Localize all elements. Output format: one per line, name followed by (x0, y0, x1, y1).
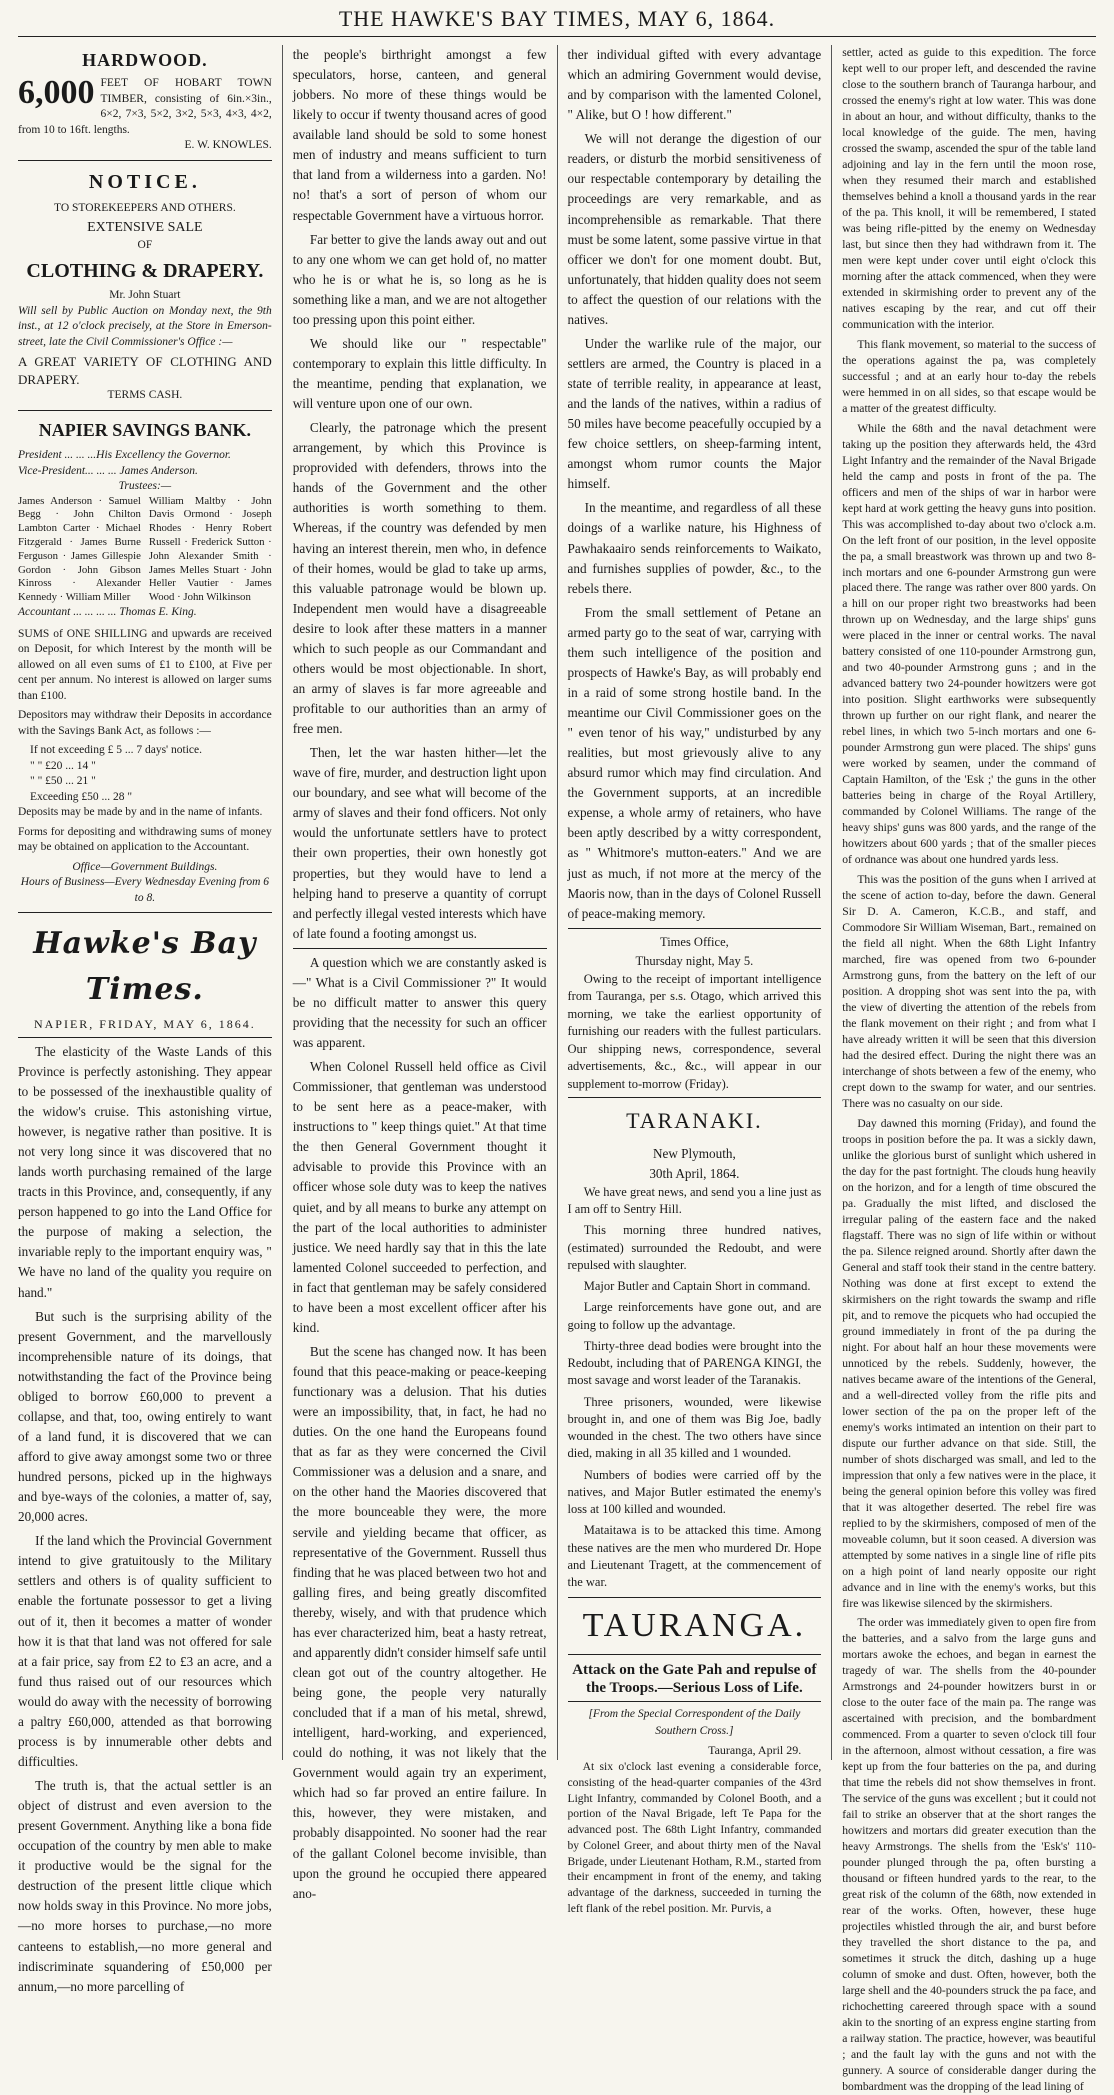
column-1 (18, 45, 272, 1994)
owing-notice: Owing to the receipt of important intelligence from Tauranga, per s.s. Otago, which arrived this morning, we take the earliest opportunity of furnishing our readers with the fullest particulars. Our shipping news, correspondence, several advertisements, &c., &c., will appear in our supplement to-morrow (Friday). (567, 971, 822, 1091)
tauranga-p1: At six o'clock last evening a considerable force, consisting of the head-quarter companies of the 43rd Light Infantry, commanded by Colonel Booth, and a portion of the Naval Brigade, left Te Papa for the advanced post. The 68th Light Infantry, commanded by Colonel Greer, and about thirty men of the Naval Brigade, under Lieutenant Hotham, R.M., started from their encampment in front of the enemy, and taking advantage of the darkness, succeeded in turning the left flank of the rebel position. Mr. Purvis, a (567, 1760, 822, 1915)
taranaki-date: 30th April, 1864. (649, 1165, 740, 1181)
bank-title: NAPIER SAVINGS BANK. (38, 419, 251, 440)
hardwood-ad (18, 76, 272, 138)
col2-p6: A question which we are constantly asked is—" What is a Civil Commissioner ?" It would be no difficult matter to answer this query providing that the necessity for such an officer was apparent. (292, 954, 547, 1050)
bank-trustees (18, 495, 272, 606)
bank-rule-2: " " £20 ... 14 " (30, 759, 96, 772)
trustees-right: William Maltby · John Davis Ormond · Joseph Rhodes · Henry Robert Russell · Frederick Sutton · John Alexander Smith · James Melles Stuart · John Heller Vautier · James Wood · John Wilkinson (148, 494, 272, 604)
bank-infants: Deposits may be made by and in the name of infants. (18, 806, 263, 819)
column-2 (282, 45, 547, 1901)
bank-sums: SUMS of ONE SHILLING and upwards are received on Deposit, for which Interest by the month will be allowed on all even sums of £1 to £100, at Five per cent per annum. No interest is allowed on larger sums than £100. (18, 627, 272, 702)
sale-text: Will sell by Public Auction on Monday next, the 9th inst., at 12 o'clock precisely, at the Store in Emerson-street, late the Civil Commissioner's Office :— (18, 304, 272, 348)
col2-p2: Far better to give the lands away out and out to any one whom we can get hold of, no matter who he is or what he is, so long as he is something like a man, and we are not altogether too pressing upon this point either. (292, 231, 547, 327)
editorial-p3: If the land which the Provincial Government intend to give gratuitously to the Military settlers and others is of quality sufficient to enable the fortunate possessor to get a living out of it, then it becomes a matter of wonder how it is that that land was not offered for sale at a fair price, say from £2 to £3 an acre, and a fund thus raised out of our resources which would do away with the necessity of borrowing a paltry £60,000, attended as that borrowing process is by innumerable other debts and difficulties. (18, 1533, 272, 1769)
sale-terms: TERMS CASH. (107, 389, 183, 402)
hardwood-title: HARDWOOD. (82, 50, 208, 70)
bank-accountant: Accountant ... ... ... ... Thomas E. King. (18, 606, 197, 619)
taranaki-heading: TARANAKI. (626, 1108, 763, 1134)
col2-p8: But the scene has changed now. It has been found that this peace-making or peace-keeping functionary was a delusion. That his duties were an impossibility, that, in fact, he had no duties. On the one hand the Europeans found that as far as they were concerned the Civil Commissioner was a delusion and a snare, and on the other hand the Maories discovered that the more bounceable they were, the more servile and yielding became that officer, as representative of the Government. Russell thus finding that he was placed between two hot and galling fires, and being greatly discomfited thereby, wisely, and with that prudence which has ever characterized him, beat a hasty retreat, and apparently didn't consider himself safe until clean got out of the country altogether. He being gone, the people very naturally concluded that if a man of his metal, shrewd, intelligent, hard-working, and experienced, could do nothing, it was not likely that the Government would again try an experiment, which had so far proved an entire failure. In this, however, they were mistaken, and probably disappointed. No sooner had the rear of the gallant Colonel become invisible, than upon the ground he occupied there appeared ano- (292, 1343, 547, 1901)
sale-clothing: CLOTHING & DRAPERY. (26, 259, 264, 282)
col4-p3: While the 68th and the naval detachment were taking up the position they afterwards held, the 43rd Light Infantry and the remainder of the Naval Brigade held the camp and posts in front of the pa. The officers and men of the ships of war in harbor were kept hard at work getting the heavy guns into position. This was accomplished to-day about two o'clock a.m. On the left front of our position, in the level opposite the pa, a small breastwork was thrown up and two 8-inch mortars and one 6-pounder Armstrong gun were placed there. The range was rather over 800 yards. On a hill on our proper right two breastworks had been thrown up on Wednesday, and the large ships' guns were placed in the inner or central works. The naval battery consisted of one 110-pounder Armstrong gun, and two 40-pounder Armstrong guns ; and in the advanced battery two 24-pounder howitzers were got into position. Slight earthworks were subsequently thrown up further on our right flank, and nearer the rebel lines, in which two 5-inch mortars and one 6-pounder Armstrong gun were placed. The ships' guns were worked by seamen, under the command of Captain Hamilton, of the 'Esk ;' the guns in the other batteries being in charge of the Royal Artillery, commanded by Colonel Williams. The range of the heavy ships' guns was 800 yards, and the range of the howitzers about 600 yards ; that of the smaller pieces of ordnance was about one hundred yards less. (842, 421, 1096, 867)
sale-auctioneer: Mr. John Stuart (109, 289, 181, 302)
sale-of: OF (137, 239, 153, 252)
bank-forms: Forms for depositing and withdrawing sums of money may be obtained on application to the Accountant. (18, 825, 272, 854)
col2-p1: the people's birthright amongst a few speculators, horse, canteen, and general jobbers. No more of these things would be likely to occur if twenty thousand acres of good available land should be sold to some honest men of industry and means sufficient to turn that land from a wilderness into a garden. No! no! that's a sort of person of whom our respectable Government have a virtuous horror. (292, 47, 547, 223)
bank-rule-4: Exceeding £50 ... 28 " (30, 790, 133, 803)
hardwood-sign: E. W. KNOWLES. (184, 139, 272, 152)
times-office: Times Office, (660, 934, 729, 949)
bank-rule-1: If not exceeding £ 5 ... 7 days' notice. (30, 744, 202, 757)
col2-p4: Clearly, the patronage which the present arrangement, by which this Province is proprovided with defenders, throws into the hands of the Government and the other authorities is worth something to them. Whereas, if the country was defended by men having an interest therein, men who, in defence of their homes, would be glad to take up arms, this valuable patronage would be blown up. Independent men would have a disagreeable desire to look after these matters in a manner which to such people as our Commandant and others would be most objectionable. In short, an army of slaves is far more agreeable and profitable to our authorities than an army of free men. (292, 420, 547, 737)
col3-p2: We will not derange the digestion of our readers, or disturb the morbid sensitiveness of our respectable contemporary by detailing the proceedings are very remarkable, and as incomprehensible as remarkable. That there must be some latent, some passive virtue in that officer we don't for one moment doubt. But, unfortunately, that hidden quality does not seem to affect the question of our relations with the natives. (567, 131, 822, 327)
divider (568, 1701, 822, 1702)
col3-p4: In the meantime, and regardless of all these doings of a warlike nature, his Highness of Pawhakaairo sends reinforcements to Waikato, and furnishes supplies of powder, &c., to the rebels there. (567, 500, 822, 596)
bank-vice: Vice-President... ... ... James Anderson. (18, 464, 198, 477)
bank-trustees-label: Trustees:— (118, 480, 172, 493)
col4-p6: The order was immediately given to open fire from the batteries, and a salvo from the large guns and mortars awoke the echoes, and began in earnest the tragedy of war. The shells from the 40-pounder Armstrongs and 24-pounder howitzers burst in or close to the outer face of the main pa. The range was ascertained with precision, and the bombardment commenced. From a quarter to seven o'clock till four in the afternoon, almost without cessation, a fire was kept up from the four batteries on the pa, and during that time the rebels did not show themselves in front. The service of the guns was excellent ; but it could not fail to strike an observer that at the short ranges the howitzers and mortars did greater execution than the heavy Armstrongs. The shells from the 'Esk's' 110-pounder plunged through the pa, often bursting a thousand or fifteen hundred yards to the rear, to the great risk of the column of the 68th, now extended in rear of the works. Often, however, these huge projectiles whistled through the air, and burst before they travelled the short distance to the pa, and sometimes it struck the ditch, dashing up a huge column of smoke and dust. Often, however, both the large shell and the 40-pounders struck the pa face, and richochetting careered through space with a sound akin to the snorting of an express engine starting from a railway station. The practice, however, was beautiful ; and the fault lay with the guns and not with the gunnery. A source of considerable danger during the bombardment was the dropping of the lead lining of (842, 1616, 1096, 2094)
col2-p5: Then, let the war hasten hither—let the wave of fire, murder, and destruction light upon our boundary, and see what will become of the army of slaves and their fond officers. Not only would the unfortunate settlers have to protect their own properties, their own honestly got properties, but they would have to lend a helping hand to preserve a quantity of corrupt and perfectly illegal vested interests which have of late found a footing amongst us. (292, 745, 547, 941)
notice-heading: NOTICE. (88, 170, 201, 193)
divider (18, 1037, 272, 1038)
editorial-p1: The elasticity of the Waste Lands of this Province is perfectly astonishing. They appear to be possessed of the inexhaustible quality of the widow's cruise. This astonishing virtue, however, is negative rather than positive. It is not very long since it was discovered that no lands worth purchasing remained of the large tracts in this Province, and, consequently, if any person happened to go into the Land Office for the purpose of making a selection, the invariable reply to the important enquiry was, " We have no land of the quality you require on hand." (18, 1043, 272, 1300)
hardwood-quantity: 6,000 (18, 74, 95, 112)
divider (568, 928, 822, 929)
page-masthead: THE HAWKE'S BAY TIMES, MAY 6, 1864. (18, 0, 1096, 37)
paper-title: Hawke's Bay Times. (33, 926, 257, 1007)
column-3 (557, 45, 822, 1915)
col4-p1: settler, acted as guide to this expedition. The force kept well to our proper left, and descended the ravine close to the southern branch of Tauranga harbour, and crossed the enemy's right at low water. This was done in about an hour, and without difficulty, thanks to the local knowledge of the guide. The men, having crossed the swamp, ascended the spur of the table land adjoining and lay in the fern until the moon rose, when they resumed their march and established themselves behind a knoll a thousand yards in the rear of the pa. This knoll, it will be remembered, I stated was being rifle-pitted by the enemy on Wednesday last, but since then they had withdrawn from it. The men were kept under cover until eight o'clock this morning after the attack commenced, when they were extended in skirmishing order to prevent any of the natives escaping by the rear, and cut off their communication with the interior. (842, 46, 1096, 331)
divider (293, 948, 547, 949)
col4-p2: This flank movement, so material to the success of the operations against the pa, was completely successful ; and at an early hour to-day the rebels were hemmed in on all sides, so that escape would be a matter of the greatest difficulty. (842, 337, 1096, 415)
paper-dateline: NAPIER, FRIDAY, MAY 6, 1864. (33, 1016, 256, 1031)
taranaki-t3: Major Butler and Captain Short in command. (583, 1279, 811, 1293)
col4-p4: This was the position of the guns when I arrived at the scene of action to-day, before the dawn. General Sir D. A. Cameron, K.C.B., and staff, and Commodore Sir William Wiseman, Bart., remained on the field all night. When the 68th Light Infantry marched, fire was opened from two 6-pounder Armstrong guns, from the battery on the left of our position. A dropping shot was sent into the pa, with the view of diverting the attention of the rebels from the flank movement on their right ; and from what I have already written it will be seen that this diversion had the desired effect. During the night there was an interchange of shots between a few of the enemy, who crept down to the swamp for water, and our sentries. There was no casualty on our side. (842, 873, 1096, 1110)
columns (18, 37, 1096, 2094)
tauranga-date: Tauranga, April 29. (708, 1742, 802, 1757)
editorial-p4: The truth is, that the actual settler is an object of distrust and even aversion to the present Government. Anything like a bona fide occupation of the country by men able to make it productive would be the signal for the destruction of the present little clique which now holds sway in this Province. No more jobs,—no more horses to purchase,—no more canteens to establish,—no more general and indiscriminate squandering of £50,000 per annum,—no more parcelling of (18, 1778, 272, 1994)
taranaki-t2: This morning three hundred natives, (estimated) surrounded the Redoubt, and were repulsed with slaughter. (567, 1223, 822, 1272)
editorial-p2: But such is the surprising ability of the present Government, and the marvellously incomprehensible nature of its doings, that notwithstanding the fact of the Province being obliged to borrow £60,000 to prevent a collapse, and that, too, owing entirely to want of a land fund, it is discovered that we can afford to give away amongst some two or three hundred persons, picked up in the highways and bye-ways of the colonies, a matter of, say, 20,000 acres. (18, 1308, 272, 1525)
taranaki-t5: Thirty-three dead bodies were brought into the Redoubt, including that of PARENGA KINGI, the most savage and worst leader of the Taranakis. (567, 1338, 822, 1388)
sale-extensive: EXTENSIVE SALE (87, 219, 203, 235)
taranaki-report (568, 1184, 822, 1592)
bank-hours: Hours of Business—Every Wednesday Evening from 6 to 8. (20, 876, 270, 904)
trustees-left: James Anderson · Samuel Begg · John Chilton Lambton Carter · Michael Fitzgerald · James Burne Ferguson · James Gillespie Gordon · John Gibson Kinross · Alexander Kennedy · William Miller (18, 494, 141, 604)
taranaki-t8: Mataitawa is to be attacked this time. Among these natives are the men who murdered Dr. Hope and Lieutenant Tragett, at the commencement of the war. (567, 1523, 822, 1589)
hardwood-desc: FEET OF HOBART TOWN TIMBER, consisting of 6in.×3in., 6×2, 7×3, 5×2, 3×2, 5×3, 4×3, 4×2, from 10 to 16ft. lengths. (18, 77, 272, 136)
tauranga-source: [From the Special Correspondent of the Daily Southern Cross.] (588, 1707, 801, 1738)
divider (568, 1097, 822, 1098)
col2-p3: We should like our " respectable" contemporary to explain this little difficulty. In the meantime, pending that explanation, we will venture upon one of our own. (292, 335, 547, 412)
taranaki-t4: Large reinforcements have gone out, and are going to follow up the advantage. (567, 1300, 822, 1332)
divider (18, 160, 272, 161)
tauranga-heading: TAURANGA. (568, 1597, 822, 1655)
taranaki-t1: We have great news, and send you a line just as I am off to Sentry Hill. (567, 1184, 822, 1216)
tauranga-subhead: Attack on the Gate Pah and repulse of the Troops.—Serious Loss of Life. (572, 1661, 817, 1696)
column-4 (831, 45, 1096, 2094)
taranaki-place: New Plymouth, (652, 1145, 736, 1161)
col3-p1: ther individual gifted with every advantage which an admiring Government would devise, and by comparison with the lamented Colonel, " Alike, but O ! how different." (567, 47, 822, 123)
sale-variety: A GREAT VARIETY OF CLOTHING AND DRAPERY. (18, 354, 272, 387)
col3-p3: Under the warlike rule of the major, our settlers are armed, the Country is placed in a state of terrible reality, in appearance at least, and the lands of the natives, within a radius of 50 miles have become peacefully occupied by a few choice settlers, on sheep-farming intent, amongst whom rumor counts the Major himself. (567, 335, 822, 492)
col2-p7: When Colonel Russell held office as Civil Commissioner, that gentleman was understood to be sent here as a peace-maker, with instructions to " keep things quiet." At that time the then General Government thought it advisable to provide this Province with an officer whose sole duty was to keep the natives quiet, and by all means to burke any attempt on the part of the local authorities to administer justice. We need hardly say that in this the late lamented Colonel succeeded to perfection, and in fact that gentleman may be safely considered to have been a most excellent officer after his kind. (292, 1059, 547, 1335)
divider (18, 410, 272, 411)
taranaki-t6: Three prisoners, wounded, were likewise brought in, and one of them was Big Joe, badly wounded in the chest. The two others have since died, making in all 35 killed and 1 wounded. (567, 1394, 822, 1461)
times-office-date: Thursday night, May 5. (635, 953, 754, 968)
bank-president: President ... ... ...His Excellency the Governor. (18, 449, 231, 462)
bank-rule-3: " " £50 ... 21 " (30, 775, 96, 788)
bank-office: Office—Government Buildings. (72, 860, 218, 873)
sale-to: TO STOREKEEPERS AND OTHERS. (54, 202, 236, 215)
bank-withdraw: Depositors may withdraw their Deposits in accordance with the Savings Bank Act, as follows :— (18, 709, 272, 737)
taranaki-t7: Numbers of bodies were carried off by the natives, and Major Butler estimated the enemy's loss at 100 killed and wounded. (567, 1467, 822, 1516)
col3-p5: From the small settlement of Petane an armed party go to the seat of war, carrying with them such intelligence of the position and prospects of Hawke's Bay, as will probably end in a raid of some strong hostile band. In the meantime our Civil Commissioner goes on the " even tenor of his way," undisturbed by any realities, but most grievously alive to any absurd rumor which may find circulation. And the Government supports, at an incredible expense, a whole army of retainers, who have been aptly described by a witty correspondent, as " Whitmore's mutton-eaters." And we are just as much, if not more at the mercy of the Maoris now, than in the days of Colonel Russell of peace-making memory. (567, 604, 822, 921)
col4-p5: Day dawned this morning (Friday), and found the troops in position before the pa. It was a sickly dawn, unlike the glorious burst of sunlight which ushered in the day for the past fortnight. The clouds hung heavily on the horizon, and for a length of time obscured the pa. Gradually the mist lifted, and disclosed the irregular paling of the eastern face and the naked flagstaff. There was no sign of life within or without the pa. Silence reigned around. Shortly after dawn the General and staff took their stand in the centre battery. Nothing was done at first except to extend the skirmishers on the right towards the swamp and rifle pit, and to remove the picquets who had occupied the ground immediately in front of the pa during the night. For about half an hour these movements were unnoticed by the rebels. Suddenly, however, the natives became aware of the intentions of the General, and a well-directed volley from the rifle pits and lower section of the pa on the proper left of the enemy's works intimated an intention on their part to dispute our further advance on that side. Still, the number of shots discharged was small, and led to the impression that only a few natives were in the place, it being the general opinion before this volley was fired that it was altogether deserted. The rebel fire was replied to by the skirmishers, composed of men of the moveable column, but it soon ceased. A diversion was attempted by some natives in a single line of rifle pits on a high point of land nearly opposite our right advance and in line with the enemy's works, but this fire was likewise silenced by the skirmishers. (842, 1116, 1096, 1610)
divider (18, 912, 272, 913)
